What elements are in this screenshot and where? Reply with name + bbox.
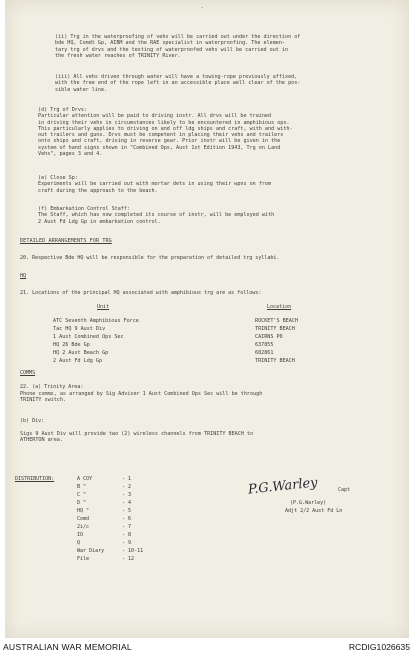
page-number-mark: · bbox=[200, 4, 205, 12]
location-cell: 682861 bbox=[255, 350, 274, 356]
text-line: with the free end of the rope left in an accessible place well clear of the pos- bbox=[55, 80, 301, 87]
distribution-addressee: Comd bbox=[77, 516, 90, 522]
paragraph-e bbox=[38, 175, 271, 194]
text-line: The Staff, which has now completed its course of instr, will be employed with bbox=[38, 212, 275, 219]
location-cell: CAIRNS P0 bbox=[255, 334, 283, 340]
paragraph-heading: (e) Close Sp: bbox=[38, 175, 78, 181]
text-line: onto ships and craft, driving in reverse gear. Prior instr will be given in the bbox=[38, 138, 281, 145]
table-row bbox=[53, 358, 102, 364]
section-heading-comms: COMMS bbox=[20, 370, 36, 376]
text-line: craft during the approach to the beach. bbox=[38, 187, 158, 194]
archive-record-id: RCDIG1026635 bbox=[348, 642, 410, 652]
section-heading-hq: HQ bbox=[20, 273, 27, 279]
location-cell: TRINITY BEACH bbox=[255, 326, 295, 332]
column-header-location: Location bbox=[267, 304, 292, 310]
text-line: bde HQ, Comdt Gp, AIBM and the RAE specialist in waterproofing. The elemen- bbox=[55, 40, 286, 47]
text-line: ATHERTON area. bbox=[20, 437, 63, 444]
location-cell: 637855 bbox=[255, 342, 274, 348]
distribution-copies: - 1 bbox=[122, 476, 132, 482]
unit-cell: HQ 26 Bde Gp bbox=[53, 342, 90, 348]
distribution-addressee: 2i/c bbox=[77, 524, 90, 530]
distribution-copies: - 9 bbox=[122, 540, 132, 546]
distribution-copies: - 2 bbox=[122, 484, 132, 490]
distribution-addressee: War Diary bbox=[77, 548, 105, 554]
table-row bbox=[53, 318, 139, 324]
text-line: (iii) All vehs driven through water will have a towing-rope previously affixed, bbox=[55, 74, 298, 80]
paragraph-22b bbox=[20, 431, 253, 444]
distribution-copies: - 10-11 bbox=[122, 548, 144, 554]
table-row bbox=[255, 334, 283, 340]
distribution-label: DISTRIBUTION: bbox=[15, 476, 55, 482]
paragraph-22-heading: 22. (a) Trinity Area: bbox=[20, 384, 84, 390]
table-row bbox=[53, 326, 105, 332]
archive-footer bbox=[0, 638, 414, 654]
unit-cell: 1 Aust Combined Ops Sec bbox=[53, 334, 124, 340]
archive-name: AUSTRALIAN WAR MEMORIAL bbox=[3, 642, 132, 652]
table-row bbox=[255, 326, 295, 332]
paragraph-22b-heading: (b) Div: bbox=[20, 418, 45, 424]
table-row bbox=[255, 318, 298, 324]
distribution-copies: - 6 bbox=[122, 516, 132, 522]
text-line: Particular attention will be paid to driving instr. All drvs will be trained bbox=[38, 113, 272, 120]
distribution-addressee: C " bbox=[77, 492, 87, 498]
text-line: sible water line. bbox=[55, 86, 108, 93]
table-row bbox=[255, 342, 273, 348]
paragraph-22a bbox=[20, 391, 262, 404]
distribution-addressee: B " bbox=[77, 484, 87, 490]
distribution-addressee: Q bbox=[77, 540, 81, 546]
unit-cell: ATC Seventh Amphibious Force bbox=[53, 318, 139, 324]
distribution-addressee: D " bbox=[77, 500, 87, 506]
unit-cell: Tac HQ 9 Aust Div bbox=[53, 326, 106, 332]
paragraph-iii bbox=[55, 74, 300, 93]
signature-name: (P.G.Warley) bbox=[290, 500, 327, 506]
location-cell: ROCKET'S BEACH bbox=[255, 318, 298, 324]
location-cell: TRINITY BEACH bbox=[255, 358, 295, 364]
text-line: tary trg of drvs and the testing of waterproofed vehs will be carried out in bbox=[55, 46, 289, 53]
text-line: system of hand signs shown in "Combined Ops, Aust 1st Edition 1943, Trg on Land bbox=[38, 144, 281, 151]
paragraph-heading: (d) Trg of Drvs: bbox=[38, 107, 88, 113]
distribution-copies: - 7 bbox=[122, 524, 132, 530]
distribution-addressee: IO bbox=[77, 532, 84, 538]
paragraph-ii bbox=[55, 34, 300, 59]
distribution-addressee: File bbox=[77, 556, 90, 562]
paragraph-heading: (f) Embarkation Control Staff: bbox=[38, 206, 131, 212]
text-line: Experiments will be carried out with mortar dets in using their wpns on from bbox=[38, 181, 272, 188]
distribution-copies: - 5 bbox=[122, 508, 132, 514]
handwritten-signature: P.G.Warley bbox=[247, 475, 319, 498]
document-page bbox=[5, 0, 409, 638]
text-line: out trailers and guns. Drvs must be competent in placing their vehs and trailers bbox=[38, 132, 284, 139]
distribution-addressee: HQ " bbox=[77, 508, 90, 514]
section-heading-detailed-arrangements: DETAILED ARRANGEMENTS FOR TRG bbox=[20, 238, 112, 244]
paragraph-20: 20. Respective Bde HQ will be responsible for the preparation of detailed trg syllabi. bbox=[20, 255, 280, 261]
distribution-copies: - 12 bbox=[122, 556, 135, 562]
distribution-addressee: A COY bbox=[77, 476, 93, 482]
text-line: Vehs", pages 3 and 4. bbox=[38, 151, 103, 158]
distribution-copies: - 3 bbox=[122, 492, 132, 498]
signature-unit: Adjt 2/2 Aust Fd Ln bbox=[285, 508, 343, 514]
distribution-copies: - 4 bbox=[122, 500, 132, 506]
paragraph-21: 21. Locations of the principal HQ associated with amphibious trg are as follows: bbox=[20, 290, 262, 296]
paragraph-f bbox=[38, 206, 274, 225]
table-row bbox=[255, 358, 295, 364]
signature-rank: Capt bbox=[338, 487, 351, 493]
table-row bbox=[53, 350, 108, 356]
text-line: the fresh water reaches of TRINITY River. bbox=[55, 52, 181, 59]
unit-cell: 2 Aust Fd Ldg Gp bbox=[53, 358, 103, 364]
text-line: 2 Aust Fd Ldg Gp in embarkation control. bbox=[38, 218, 161, 225]
text-line: (ii) Trg in the waterproofing of vehs will be carried out under the direction of bbox=[55, 34, 301, 40]
unit-cell: HQ 2 Aust Beach Gp bbox=[53, 350, 109, 356]
column-header-unit: Unit bbox=[97, 304, 110, 310]
table-row bbox=[53, 334, 124, 340]
table-row bbox=[255, 350, 273, 356]
text-line: Phone comms, as arranged by Sig Adviser 1 Aust Combined Ops Sec will be through bbox=[20, 391, 263, 397]
text-line: in driving their vehs in circumstances likely to be encountered in amphibious ops. bbox=[38, 119, 290, 126]
distribution-copies: - 8 bbox=[122, 532, 132, 538]
paragraph-d bbox=[38, 107, 293, 157]
text-line: TRINITY switch. bbox=[20, 397, 67, 404]
text-line: Sigs 9 Aust Div will provide two (2) wireless channels from TRINITY BEACH to bbox=[20, 431, 254, 437]
text-line: This particularly applies to driving on and off ldg ships and craft, with and with- bbox=[38, 125, 293, 132]
table-row bbox=[53, 342, 90, 348]
